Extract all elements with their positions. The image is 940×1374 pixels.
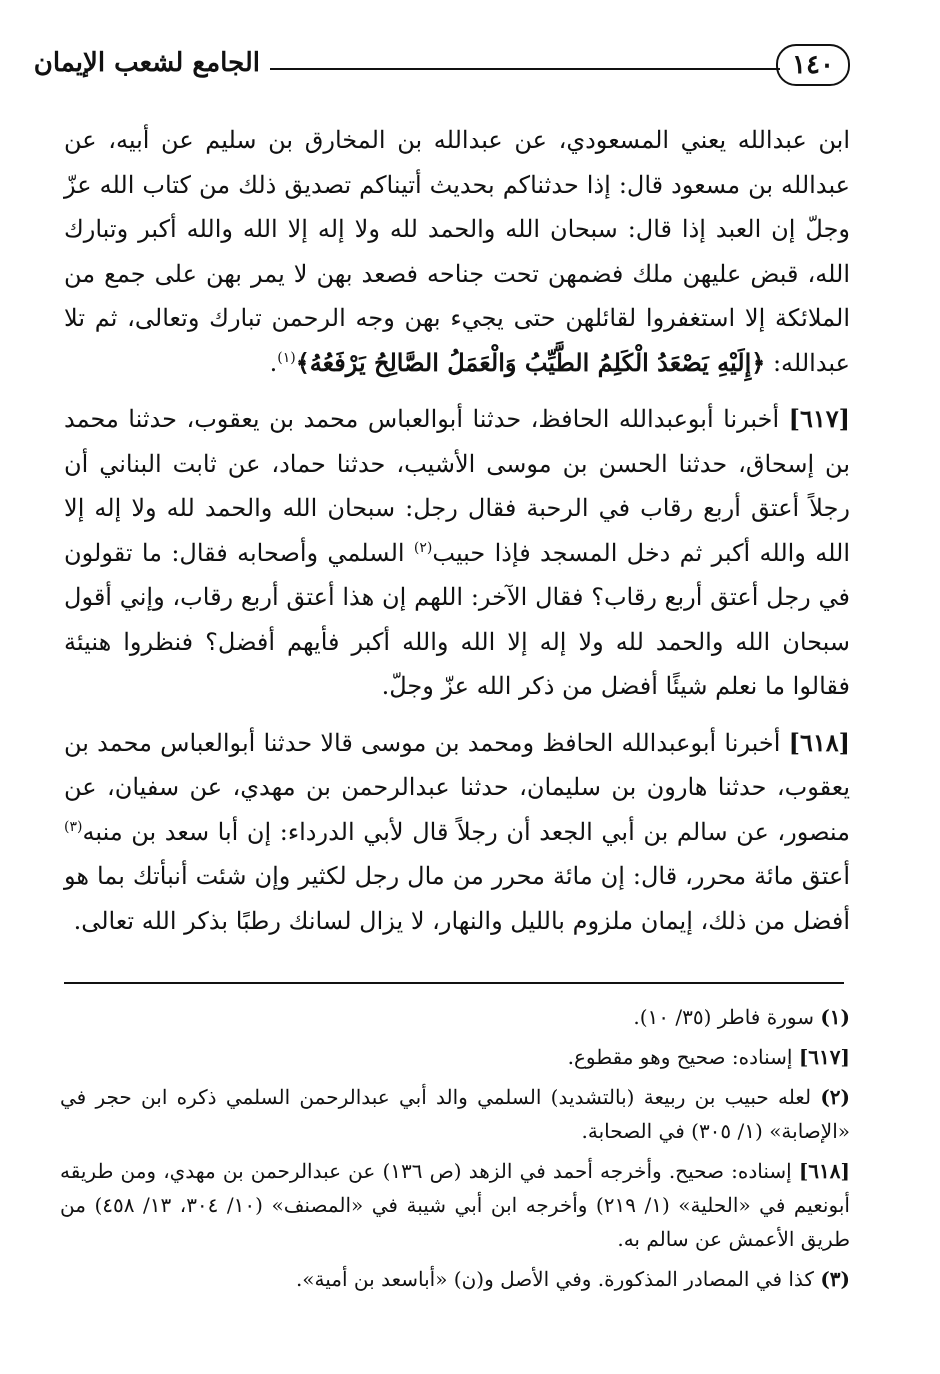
paragraph-text: ابن عبدالله يعني المسعودي، عن عبدالله بن المخارق بن سليم عن أبيه، عن عبدالله بن مسعود قال: إذا حدثناكم بحديث أتيناكم تصديق ذلك من كتاب الله عزّ وجلّ إن العبد إذا قال: سبحان الله والحمد لله ولا إله إلا الله والله أكبر وتبارك الله، قبض عليهن ملك فضمهن تحت جناحه فصعد بهن لا يمر بهن على جمع من الملائكة إلا استغفروا لقائلهن حتى يجيء بهن وجه الرحمن تبارك وتعالى، ثم تلا عبدالله: bbox=[64, 126, 850, 377]
page-header bbox=[33, 44, 850, 90]
footnote-item bbox=[60, 1154, 850, 1256]
footnote-label: [٦١٧] bbox=[798, 1045, 850, 1069]
footnote-ref[interactable]: (١) bbox=[277, 349, 296, 366]
footnote-separator bbox=[64, 982, 844, 984]
footnote-text: سورة فاطر (٣٥/ ١٠). bbox=[633, 1005, 821, 1029]
footnote-text: لعله حبيب بن ربيعة (بالتشديد) السلمي والد أبي عبدالرحمن السلمي ذكره ابن حجر في «الإصابة» (١/ ٣٠٥) في الصحابة. bbox=[60, 1085, 850, 1143]
paragraph-text: السلمي وأصحابه فقال: ما تقولون في رجل أعتق أربع رقاب؟ فقال الآخر: اللهم إن هذا أعتق أربع رقاب، وإني أقول سبحان الله والحمد لله ولا إله إلا الله والله أكبر فأيهم أفضل؟ فنظروا هنيئة فقالوا ما نعلم شيئًا أفضل من ذكر الله عزّ وجلّ. bbox=[64, 538, 850, 700]
footnote-text: إسناده: صحيح وهو مقطوع. bbox=[567, 1045, 799, 1069]
footnote-label: (٣) bbox=[820, 1267, 850, 1291]
footnotes bbox=[60, 1000, 850, 1302]
hadith-617 bbox=[64, 397, 850, 709]
hadith-number: [٦١٧] bbox=[788, 404, 850, 433]
footnote-item bbox=[60, 1000, 850, 1034]
paragraph-text: أعتق مائة محرر، قال: إن مائة محرر من مال رجل لكثير وإن شئت أنبأتك بما هو أفضل من ذلك، إيمان ملزوم بالليل والنهار، لا يزال لسانك رطبًا بذكر الله تعالى. bbox=[64, 862, 850, 935]
footnote-ref[interactable]: (٢) bbox=[413, 539, 433, 556]
footnote-item bbox=[60, 1040, 850, 1074]
footnote-text: كذا في المصادر المذكورة. وفي الأصل و(ن) «أباسعد بن أمية». bbox=[295, 1267, 821, 1291]
paragraph-tail: . bbox=[269, 348, 278, 377]
footnote-label: [٦١٨] bbox=[798, 1159, 850, 1183]
footnote-item bbox=[60, 1080, 850, 1148]
footnote-label: (٢) bbox=[820, 1085, 850, 1109]
footnote-item bbox=[60, 1262, 850, 1296]
running-title: الجامع لشعب الإيمان bbox=[33, 48, 260, 78]
main-text bbox=[64, 118, 850, 955]
footnote-label: (١) bbox=[820, 1005, 850, 1029]
quran-verse: ﴿إِلَيْهِ يَصْعَدُ الْكَلِمُ الطَّيِّبُ وَالْعَمَلُ الصَّالِحُ يَرْفَعُهُ﴾ bbox=[295, 347, 766, 377]
paragraph-continuation bbox=[64, 118, 850, 385]
paragraph-text: أخبرنا أبوعبدالله الحافظ، حدثنا أبوالعباس محمد بن يعقوب، حدثنا محمد بن إسحاق، حدثنا الحسن بن موسى الأشيب، حدثنا حماد، عن ثابت البناني أن رجلاً أعتق أربع رقاب في الرحبة فقال رجل: سبحان الله والحمد لله ولا إله إلا الله والله أكبر ثم دخل المسجد فإذا حبيب bbox=[64, 405, 850, 567]
footnote-text: إسناده: صحيح. وأخرجه أحمد في الزهد (ص ١٣٦) عن عبدالرحمن بن مهدي، ومن طريقه أبونعيم في «الحلية» (١/ ٢١٩) وأخرجه ابن أبي شيبة في «المصنف» (١٠/ ٣٠٤، ١٣/ ٤٥٨) من طريق الأعمش عن سالم به. bbox=[60, 1159, 850, 1251]
paragraph-text: أخبرنا أبوعبدالله الحافظ ومحمد بن موسى قالا حدثنا أبوالعباس محمد بن يعقوب، حدثنا هارون بن سليمان، حدثنا عبدالرحمن بن مهدي، عن سفيان، عن منصور، عن سالم بن أبي الجعد أن رجلاً قال لأبي الدرداء: إن أبا سعد بن منبه bbox=[64, 728, 850, 846]
header-rule bbox=[270, 68, 780, 70]
hadith-618 bbox=[64, 721, 850, 944]
footnote-ref[interactable]: (٣) bbox=[64, 818, 83, 835]
page-number-badge: ١٤٠ bbox=[776, 44, 850, 86]
hadith-number: [٦١٨] bbox=[788, 727, 850, 757]
